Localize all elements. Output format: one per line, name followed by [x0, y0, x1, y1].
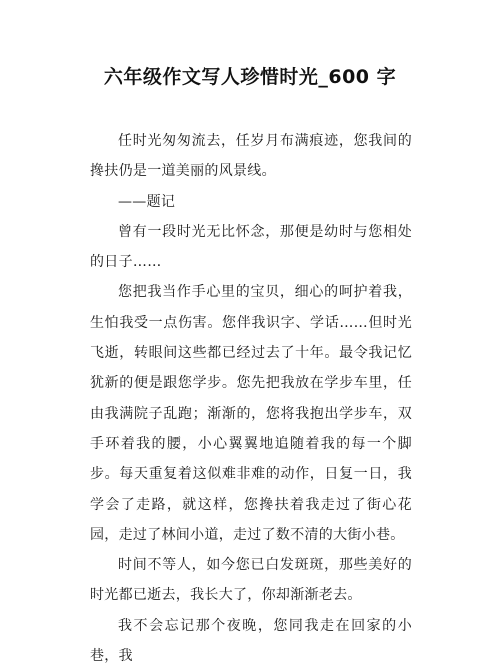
paragraph-memory: 曾有一段时光无比怀念，那便是幼时与您相处的日子……	[90, 223, 412, 271]
paragraph-epigraph-label: ——题记	[118, 193, 176, 210]
paragraph-intro: 任时光匆匆流去，任岁月布满痕迹，您我间的搀扶仍是一道美丽的风景线。	[90, 133, 412, 180]
paragraph-learning-to-walk: 您把我当作手心里的宝贝，细心的呵护着我，生怕我受一点伤害。您伴我识字、学话……但时光飞逝，转眼间这些都已经过去了十年。最令我记忆犹新的便是跟您学步。您先把我放在学步车里，任由我满院子乱跑；渐渐的，您将我抱出学步车，双手环着我的腰，小心翼翼地追随着我的每一个脚步。每天重复着这似难非难的动作，日复一日，我学会了走路，就这样，您搀扶着我走过了街心花园，走过了林间小道，走过了数不清的大街小巷。	[90, 284, 412, 543]
document-title: 六年级作文写人珍惜时光_600 字	[103, 66, 397, 88]
paragraph-time-passes: 时间不等人，如今您已白发斑斑，那些美好的时光都已逝去，我长大了，你却渐渐老去。	[90, 557, 412, 604]
document-body	[90, 126, 412, 671]
paragraph-night: 我不会忘记那个夜晚，您同我走在回家的小巷，我	[90, 617, 412, 665]
